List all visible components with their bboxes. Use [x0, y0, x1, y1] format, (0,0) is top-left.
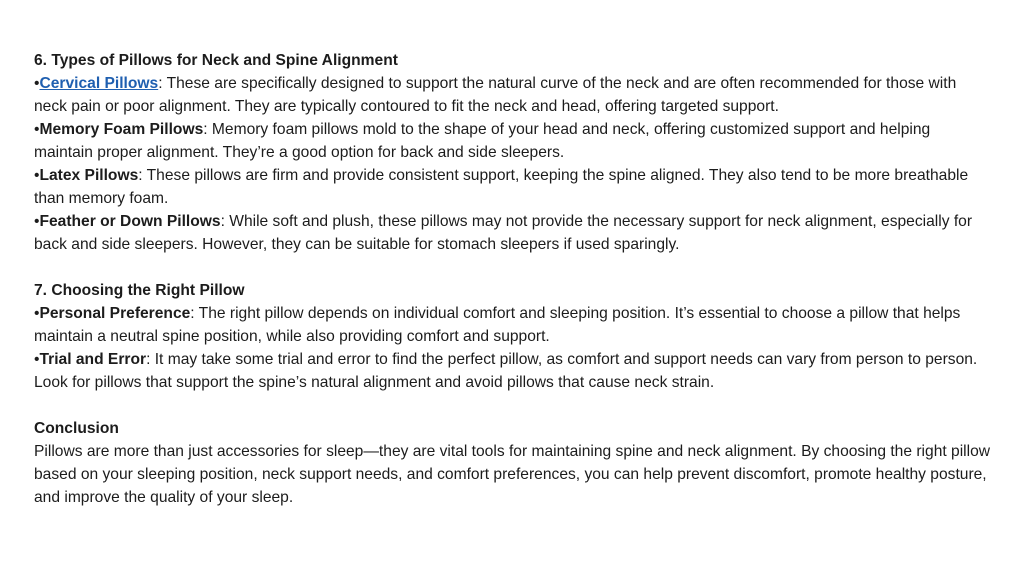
- list-item-term: Personal Preference: [39, 305, 191, 322]
- cervical-pillows-link[interactable]: Cervical Pillows: [39, 75, 159, 92]
- list-item-text: : These are specifically designed to support the natural curve of the neck and are often recommended for those with neck pain or poor alignment. They are typically contoured to fit the neck and head, offering targeted support.: [34, 75, 957, 115]
- bullet: •: [34, 75, 40, 92]
- paragraph-spacer: [34, 256, 992, 279]
- section-7-heading: 7. Choosing the Right Pillow: [34, 282, 245, 299]
- list-item-text: : It may take some trial and error to find the perfect pillow, as comfort and support needs can vary from person to person. Look for pillows that support the spine’s natural alignment and avoid pillows that cause neck strain.: [34, 351, 978, 391]
- conclusion-heading: Conclusion: [34, 420, 119, 437]
- list-item-trial-and-error: [34, 348, 992, 394]
- bullet: •: [34, 167, 40, 184]
- list-item-term: Latex Pillows: [39, 167, 139, 184]
- list-item-cervical-pillows: [34, 72, 992, 118]
- conclusion-text: Pillows are more than just accessories for sleep—they are vital tools for maintaining spine and neck alignment. By choosing the right pillow based on your sleeping position, neck support needs, and comfort preferences, you can help prevent discomfort, promote healthy posture, and improve the quality of your sleep.: [34, 443, 991, 506]
- paragraph-spacer: [34, 394, 992, 417]
- list-item-term: Trial and Error: [39, 351, 147, 368]
- list-item-text: : While soft and plush, these pillows may not provide the necessary support for neck alignment, especially for back and side sleepers. However, they can be suitable for stomach sleepers if used sparingly.: [34, 213, 973, 253]
- bullet: •: [34, 213, 40, 230]
- bullet: •: [34, 351, 40, 368]
- list-item-text: : These pillows are firm and provide consistent support, keeping the spine aligned. They also tend to be more breathable than memory foam.: [34, 167, 969, 207]
- list-item-term: Feather or Down Pillows: [39, 213, 221, 230]
- slide-content: [34, 49, 992, 509]
- list-item-text: : The right pillow depends on individual comfort and sleeping position. It’s essential to choose a pillow that helps maintain a neutral spine position, while also providing comfort and support.: [34, 305, 961, 345]
- bullet: •: [34, 305, 40, 322]
- list-item-text: : Memory foam pillows mold to the shape of your head and neck, offering customized support and helping maintain proper alignment. They’re a good option for back and side sleepers.: [34, 121, 931, 161]
- list-item-term: Memory Foam Pillows: [39, 121, 204, 138]
- bullet: •: [34, 121, 40, 138]
- list-item-latex-pillows: [34, 164, 992, 210]
- section-6-heading: 6. Types of Pillows for Neck and Spine Alignment: [34, 52, 398, 69]
- list-item-memory-foam-pillows: [34, 118, 992, 164]
- list-item-personal-preference: [34, 302, 992, 348]
- list-item-feather-down-pillows: [34, 210, 992, 256]
